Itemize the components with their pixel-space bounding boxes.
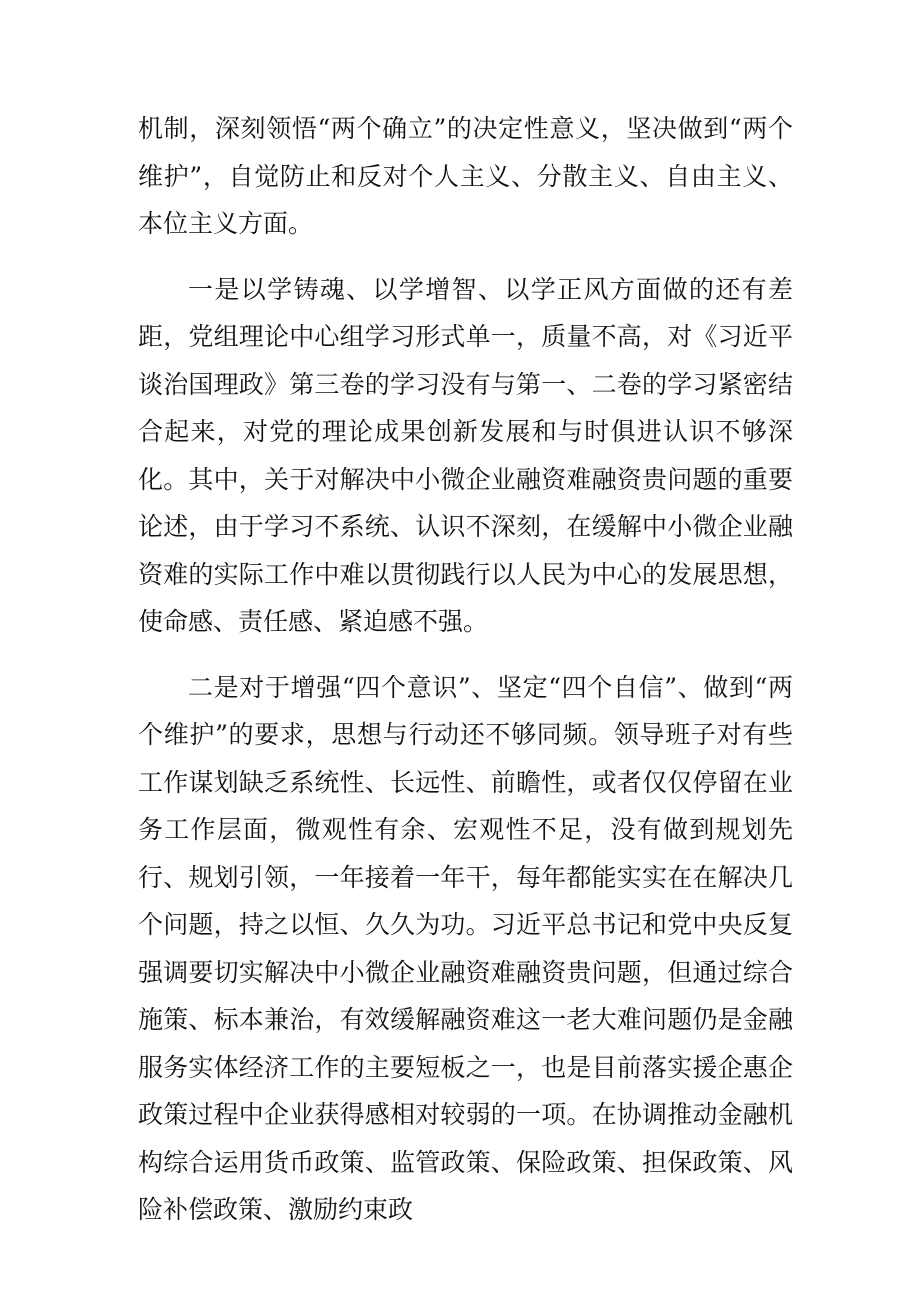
paragraph-two: 二是对于增强“四个意识”、坚定“四个自信”、做到“两个维护”的要求，思想与行动还不够同频。领导班子对有些工作谋划缺乏系统性、长远性、前瞻性，或者仅仅停留在业务工作层面，微观性有余、宏观性不足，没有做到规划先行、规划引领，一年接着一年干，每年都能实实在在解决几个问题，持之以恒、久久为功。习近平总书记和党中央反复强调要切实解决中小微企业融资难融资贵问题，但通过综合施策、标本兼治，有效缓解融资难这一老大难问题仍是金融服务实体经济工作的主要短板之一，也是目前落实援企惠企政策过程中企业获得感相对较弱的一项。在协调推动金融机构综合运用货币政策、监管政策、保险政策、担保政策、风险补偿政策、激励约束政 [138, 672, 793, 1224]
paragraph-continuation: 机制，深刻领悟“两个确立”的决定性意义，坚决做到“两个维护”，自觉防止和反对个人主义、分散主义、自由主义、本位主义方面。 [138, 114, 793, 238]
document-body [138, 105, 793, 1234]
paragraph-gap [138, 248, 793, 266]
paragraph-gap [138, 646, 793, 664]
paragraph-one: 一是以学铸魂、以学增智、以学正风方面做的还有差距，党组理论中心组学习形式单一，质量不高，对《习近平谈治国理政》第三卷的学习没有与第一、二卷的学习紧密结合起来，对党的理论成果创新发展和与时俱进认识不够深化。其中，关于对解决中小微企业融资难融资贵问题的重要论述，由于学习不系统、认识不深刻，在缓解中小微企业融资难的实际工作中难以贯彻践行以人民为中心的发展思想，使命感、责任感、紧迫感不强。 [138, 274, 793, 636]
